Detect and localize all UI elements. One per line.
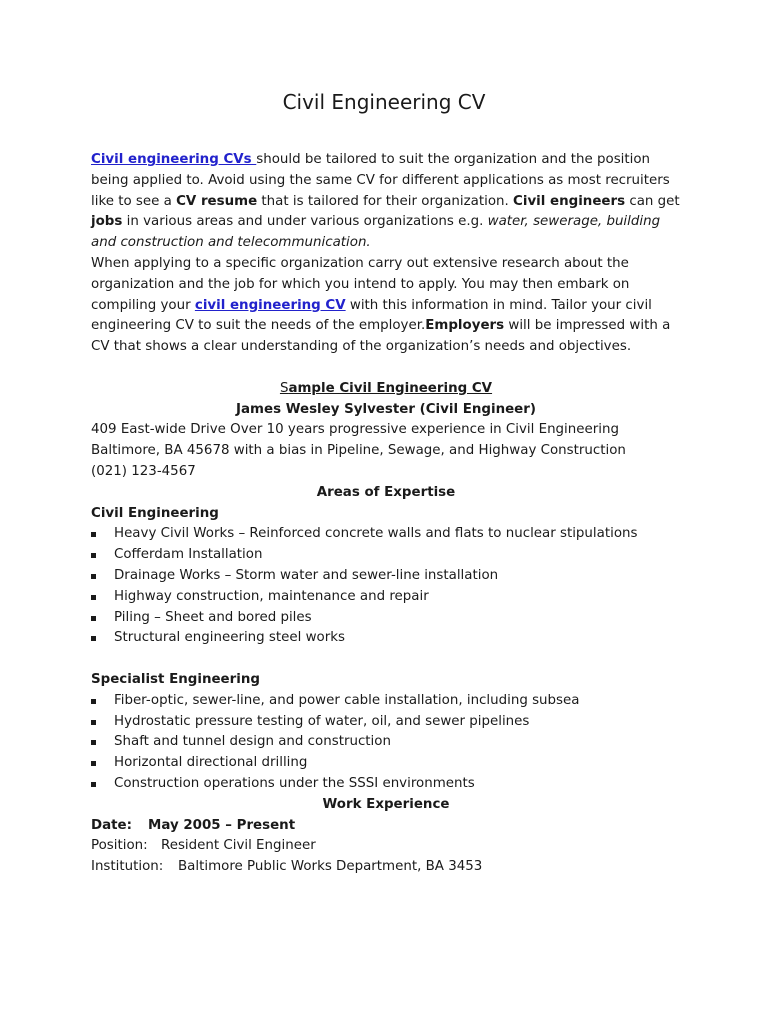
- position-label: Position:: [91, 838, 148, 854]
- list-item: Fiber-optic, sewer-line, and power cable installation, including subsea: [91, 691, 681, 712]
- research-paragraph: [91, 254, 681, 358]
- intro-paragraph: [91, 150, 681, 254]
- civil-engineering-cv-link[interactable]: civil engineering CV: [194, 297, 346, 313]
- list-item: Drainage Works – Storm water and sewer-line installation: [91, 566, 681, 587]
- para2-text-1: When applying to a specific organization carry out extensive research about the organization and the job for which you intend to apply. You may then embark on compiling your: [91, 255, 630, 313]
- para2-text-2: with this information in mind. Tailor your civil engineering CV to suit the needs of the employer.: [91, 297, 652, 334]
- document-body: [91, 150, 681, 878]
- para2-text-3: will be impressed with a CV that shows a clear understanding of the organization’s needs and objectives.: [91, 318, 671, 355]
- civil-engineering-heading: Civil Engineering: [91, 505, 219, 521]
- list-item: Heavy Civil Works – Reinforced concrete walls and flats to nuclear stipulations: [91, 524, 681, 545]
- specialist-engineering-list: [91, 691, 681, 795]
- intro-text-2: that is tailored for their organization.: [257, 193, 514, 209]
- list-item: Horizontal directional drilling: [91, 753, 681, 774]
- list-item: Highway construction, maintenance and repair: [91, 587, 681, 608]
- jobs-bold: jobs: [91, 214, 123, 230]
- civil-engineering-cvs-link[interactable]: Civil engineering CVs: [91, 152, 257, 167]
- sample-heading-first-letter: S: [279, 380, 289, 396]
- list-item: Structural engineering steel works: [91, 628, 681, 649]
- institution-value: Baltimore Public Works Department, BA 3453: [178, 859, 483, 875]
- phone-number: (021) 123-4567: [91, 463, 196, 479]
- list-item: Hydrostatic pressure testing of water, oil, and sewer pipelines: [91, 712, 681, 733]
- candidate-name: James Wesley Sylvester (Civil Engineer): [236, 401, 536, 417]
- specialist-engineering-heading: Specialist Engineering: [91, 671, 260, 687]
- cv-resume-bold: CV resume: [176, 193, 258, 209]
- sample-cv-heading: [91, 379, 681, 400]
- date-label: Date:: [91, 817, 132, 833]
- date-line: [91, 816, 681, 837]
- list-item: Shaft and tunnel design and construction: [91, 732, 681, 753]
- intro-italic: water, sewerage, building and construction and telecommunication.: [91, 214, 661, 251]
- address-line-2: Baltimore, BA 45678 with a bias in Pipeline, Sewage, and Highway Construction: [91, 443, 626, 459]
- spacer: [91, 358, 681, 379]
- civil-engineers-bold: Civil engineers: [513, 193, 626, 209]
- intro-text-1: should be tailored to suit the organization and the position being applied to. Avoid using the same CV for different applications as most recruiters like to see a: [91, 152, 670, 209]
- position-line: [91, 836, 681, 857]
- employers-bold: Employers: [425, 318, 505, 334]
- document-title: Civil Engineering CV: [282, 90, 486, 114]
- work-experience-heading: Work Experience: [322, 796, 450, 812]
- position-value: Resident Civil Engineer: [161, 838, 316, 854]
- areas-of-expertise-heading: Areas of Expertise: [316, 484, 456, 500]
- list-item: Cofferdam Installation: [91, 545, 681, 566]
- list-item: Construction operations under the SSSI environments: [91, 774, 681, 795]
- institution-line: [91, 857, 681, 878]
- list-item: Piling – Sheet and bored piles: [91, 608, 681, 629]
- sample-heading-rest: ample Civil Engineering CV: [288, 380, 493, 396]
- date-value: May 2005 – Present: [148, 817, 296, 833]
- spacer: [91, 649, 681, 670]
- intro-text-4: in various areas and under various organizations e.g.: [122, 214, 488, 230]
- intro-text-3: can get: [625, 193, 680, 209]
- civil-engineering-list: [91, 524, 681, 649]
- institution-label: Institution:: [91, 859, 164, 875]
- address-line-1: 409 East-wide Drive Over 10 years progressive experience in Civil Engineering: [91, 422, 619, 438]
